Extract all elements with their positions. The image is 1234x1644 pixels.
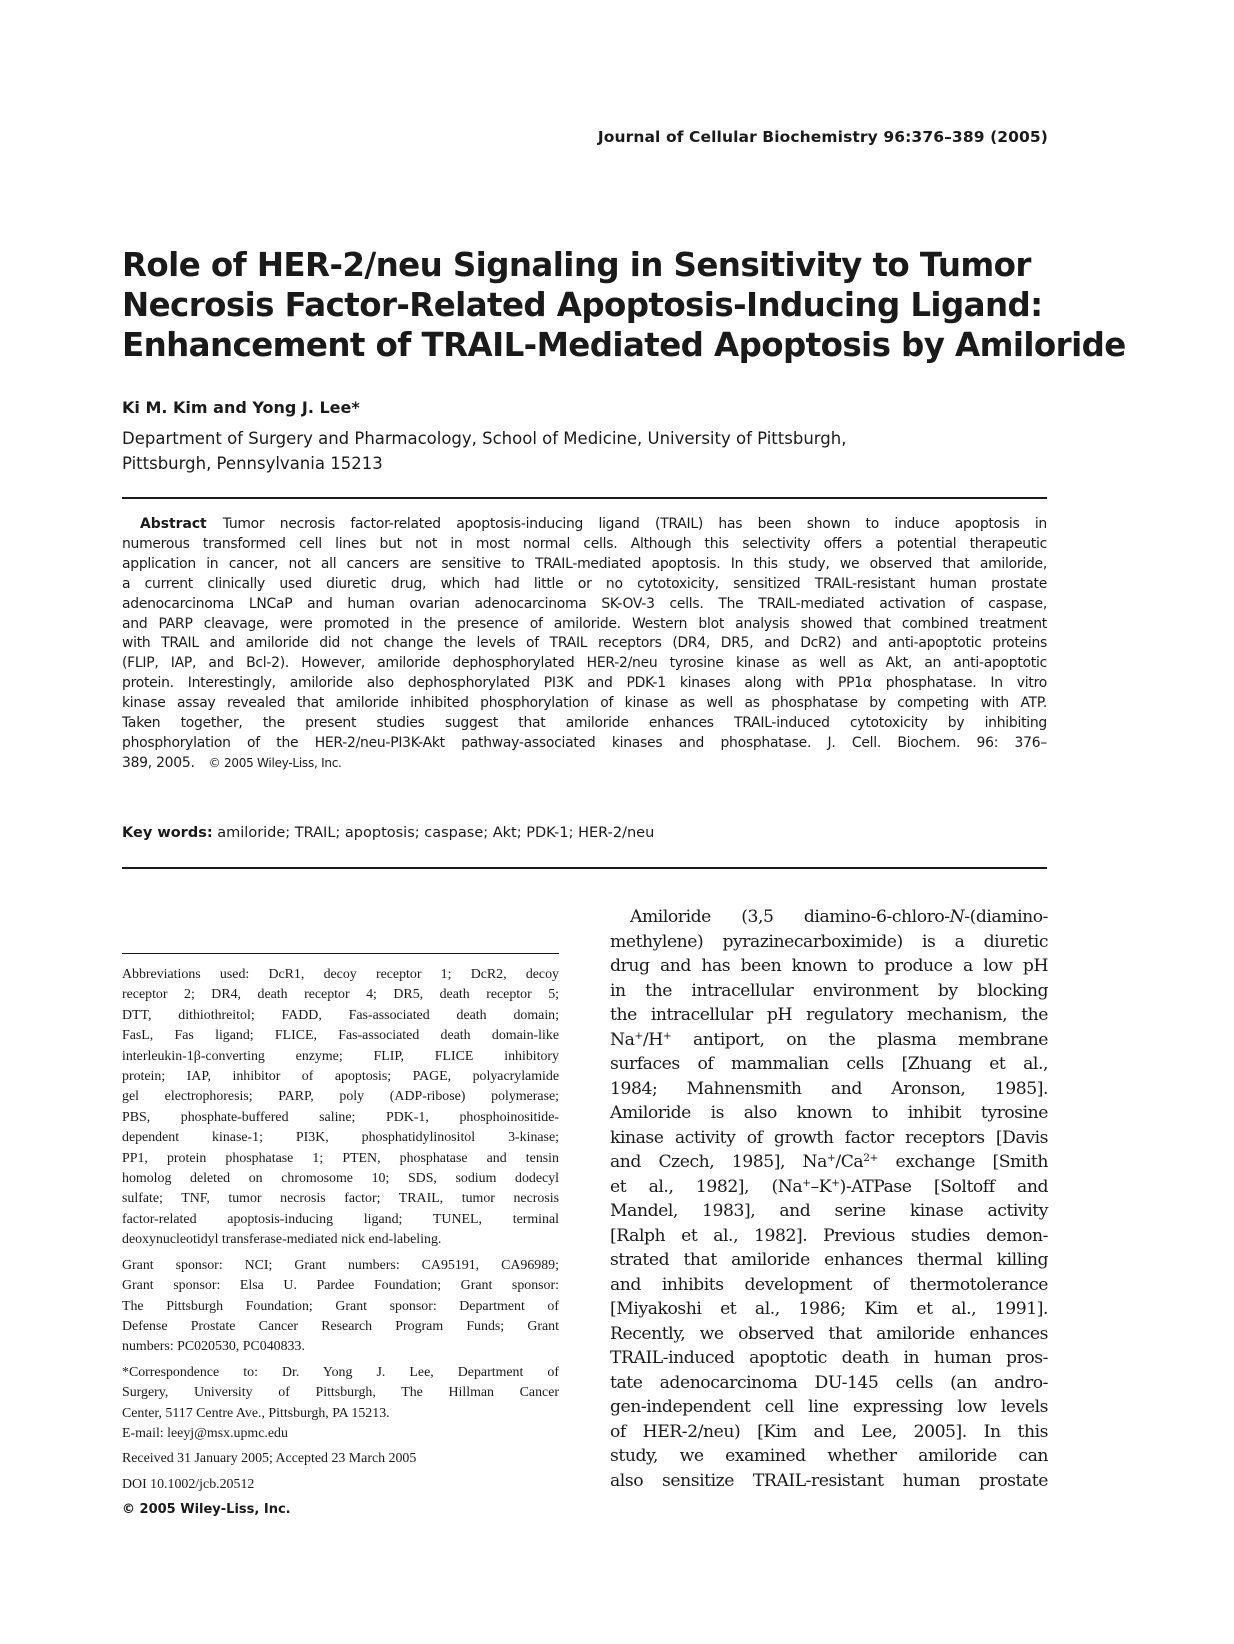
footnote-line: interleukin-1β-converting enzyme; FLIP, FLICE inhibitory xyxy=(122,1048,559,1064)
abstract-line: numerous transformed cell lines but not in most normal cells. Although this selectivity offers a potential therapeutic xyxy=(122,535,1047,552)
title-line: Necrosis Factor-Related Apoptosis-Inducing Ligand: xyxy=(122,286,1043,324)
body-line: Na+/H+ antiport, on the plasma membrane xyxy=(610,1028,1048,1050)
footnote-line: numbers: PC020530, PC040833. xyxy=(122,1339,305,1355)
footnote-rule xyxy=(122,953,559,954)
footnote-line: receptor 2; DR4, death receptor 4; DR5, death receptor 5; xyxy=(122,987,559,1003)
footnote-line: The Pittsburgh Foundation; Grant sponsor: Department of xyxy=(122,1298,559,1314)
grant-footnote xyxy=(122,1256,559,1358)
correspondence-email: E-mail: leeyj@msx.upmc.edu xyxy=(122,1425,288,1441)
keywords-list: amiloride; TRAIL; apoptosis; caspase; Akt; PDK-1; HER-2/neu xyxy=(217,825,655,841)
abstract-line: kinase assay revealed that amiloride inhibited phosphorylation of kinase as well as phosphatase by competing with ATP. xyxy=(122,695,1047,712)
footnote-line: gel electrophoresis; PARP, poly (ADP-ribose) polymerase; xyxy=(122,1089,559,1105)
footnote-line: dependent kinase-1; PI3K, phosphatidylinositol 3-kinase; xyxy=(122,1130,559,1146)
abstract-line: 389, 2005. © 2005 Wiley-Liss, Inc. xyxy=(122,754,342,771)
abstract-line: a current clinically used diuretic drug, which had little or no cytotoxicity, sensitized TRAIL-resistant human prostate xyxy=(122,575,1047,592)
keywords-label: Key words: xyxy=(122,825,213,841)
footnote-line: DTT, dithiothreitol; FADD, Fas-associated death domain; xyxy=(122,1007,559,1023)
affiliation-line: Department of Surgery and Pharmacology, School of Medicine, University of Pittsburgh, xyxy=(122,429,847,448)
footnote-line: protein; IAP, inhibitor of apoptosis; PAGE, polyacrylamide xyxy=(122,1069,559,1085)
footnote-line: Grant sponsor: NCI; Grant numbers: CA95191, CA96989; xyxy=(122,1257,559,1273)
body-line: Amiloride is also known to inhibit tyrosine xyxy=(610,1103,1048,1123)
body-line: Mandel, 1983], and serine kinase activity xyxy=(610,1201,1048,1221)
footnote-line: Grant sponsor: Elsa U. Pardee Foundation; Grant sponsor: xyxy=(122,1278,559,1294)
footnote-line: deoxynucleotidyl transferase-mediated nick end-labeling. xyxy=(122,1232,442,1248)
abstract-line: (FLIP, IAP, and Bcl-2). However, amiloride dephosphorylated HER-2/neu tyrosine kinase as well as Akt, an anti-apoptotic xyxy=(122,655,1047,672)
footnote-line: FasL, Fas ligand; FLICE, Fas-associated death domain-like xyxy=(122,1028,559,1044)
abstract-line: Abstract Tumor necrosis factor-related apoptosis-inducing ligand (TRAIL) has been shown to induce apoptosis in xyxy=(140,516,1047,532)
footnotes xyxy=(122,965,559,1521)
body-line: [Ralph et al., 1982]. Previous studies demon- xyxy=(610,1225,1048,1246)
correspondence-footnote xyxy=(122,1363,559,1445)
body-line: kinase activity of growth factor receptors [Davis xyxy=(610,1127,1048,1148)
received-date: Received 31 January 2005; Accepted 23 March 2005 xyxy=(122,1451,417,1467)
body-line: Amiloride (3,5 diamino-6-chloro-N-(diamino- xyxy=(630,907,1048,927)
body-text-column xyxy=(610,905,1048,1493)
abstract-line: phosphorylation of the HER-2/neu-PI3K-Akt pathway-associated kinases and phosphatase. J. Cell. Biochem. 96: 376– xyxy=(122,734,1047,751)
abstract-top-rule xyxy=(122,497,1047,499)
abstract-line: and PARP cleavage, were promoted in the presence of amiloride. Western blot analysis showed that combined treatment xyxy=(122,615,1047,632)
article-title xyxy=(122,245,1126,365)
abstract-copyright: © 2005 Wiley-Liss, Inc. xyxy=(208,755,342,770)
footnote-copyright: © 2005 Wiley-Liss, Inc. xyxy=(122,1502,291,1518)
body-line: methylene) pyrazinecarboximide) is a diuretic xyxy=(610,931,1048,952)
abstract-line: adenocarcinoma LNCaP and human ovarian adenocarcinoma SK-OV-3 cells. The TRAIL-mediated activation of caspase, xyxy=(122,595,1047,612)
body-line: the intracellular pH regulatory mechanism, the xyxy=(610,1005,1048,1025)
author-list: Ki M. Kim and Yong J. Lee* xyxy=(122,398,360,417)
body-line: gen-independent cell line expressing low levels xyxy=(610,1397,1048,1417)
footnote-line: PBS, phosphate-buffered saline; PDK-1, phosphoinositide- xyxy=(122,1109,559,1125)
title-line: Role of HER-2/neu Signaling in Sensitivity to Tumor xyxy=(122,246,1031,284)
body-line: in the intracellular environment by blocking xyxy=(610,980,1048,1001)
body-line: et al., 1982], (Na+–K+)-ATPase [Soltoff and xyxy=(610,1175,1048,1197)
abstract-line: protein. Interestingly, amiloride also dephosphorylated PI3K and PDK-1 kinases along with PP1α phosphatase. In vitro xyxy=(122,675,1047,692)
body-line: [Miyakoshi et al., 1986; Kim et al., 1991]. xyxy=(610,1299,1048,1319)
abstract-line: Taken together, the present studies suggest that amiloride enhances TRAIL-induced cytotoxicity by inhibiting xyxy=(122,715,1047,732)
abstract-label: Abstract xyxy=(140,516,207,532)
footnote-line: Abbreviations used: DcR1, decoy receptor 1; DcR2, decoy xyxy=(122,967,559,982)
body-line: TRAIL-induced apoptotic death in human pros- xyxy=(610,1348,1048,1368)
body-line: and inhibits development of thermotolerance xyxy=(610,1274,1048,1295)
doi: DOI 10.1002/jcb.20512 xyxy=(122,1476,255,1492)
footnote-line: Center, 5117 Centre Ave., Pittsburgh, PA 15213. xyxy=(122,1405,390,1421)
body-line: Recently, we observed that amiloride enhances xyxy=(610,1323,1048,1344)
body-line: tate adenocarcinoma DU-145 cells (an andro- xyxy=(610,1372,1048,1393)
affiliation xyxy=(122,426,846,476)
keywords xyxy=(122,825,654,841)
body-line: strated that amiloride enhances thermal killing xyxy=(610,1250,1048,1270)
abstract-line: application in cancer, not all cancers are sensitive to TRAIL-mediated apoptosis. In this study, we observed that amiloride, xyxy=(122,555,1047,572)
footnote-line: Surgery, University of Pittsburgh, The Hillman Cancer xyxy=(122,1385,559,1401)
journal-citation: Journal of Cellular Biochemistry 96:376–389 (2005) xyxy=(597,128,1048,146)
footnote-line: Defense Prostate Cancer Research Program Funds; Grant xyxy=(122,1318,559,1334)
footnote-line: *Correspondence to: Dr. Yong J. Lee, Department of xyxy=(122,1364,559,1380)
abstract-bottom-rule xyxy=(122,867,1047,869)
body-line: study, we examined whether amiloride can xyxy=(610,1446,1048,1466)
body-line: drug and has been known to produce a low pH xyxy=(610,956,1048,976)
footnote-line: sulfate; TNF, tumor necrosis factor; TRAIL, tumor necrosis xyxy=(122,1191,559,1207)
footnote-line: factor-related apoptosis-inducing ligand; TUNEL, terminal xyxy=(122,1211,559,1227)
abbreviations-footnote xyxy=(122,965,559,1251)
body-line: of HER-2/neu) [Kim and Lee, 2005]. In this xyxy=(610,1421,1048,1442)
title-line: Enhancement of TRAIL-Mediated Apoptosis by Amiloride xyxy=(122,326,1126,364)
body-line: also sensitize TRAIL-resistant human prostate xyxy=(610,1470,1048,1491)
footnote-line: homolog deleted on chromosome 10; SDS, sodium dodecyl xyxy=(122,1171,559,1187)
footnote-line: PP1, protein phosphatase 1; PTEN, phosphatase and tensin xyxy=(122,1150,559,1166)
body-line: and Czech, 1985], $Na^+/Ca^{2+}$ exchange [Smith xyxy=(610,1151,1048,1172)
affiliation-line: Pittsburgh, Pennsylvania 15213 xyxy=(122,454,383,473)
body-line: surfaces of mammalian cells [Zhuang et al., xyxy=(610,1054,1048,1074)
abstract xyxy=(122,515,1047,774)
body-line: 1984; Mahnensmith and Aronson, 1985]. xyxy=(610,1078,1048,1099)
abstract-line: with TRAIL and amiloride did not change the levels of TRAIL receptors (DR4, DR5, and DcR2) and anti-apoptotic proteins xyxy=(122,635,1047,652)
